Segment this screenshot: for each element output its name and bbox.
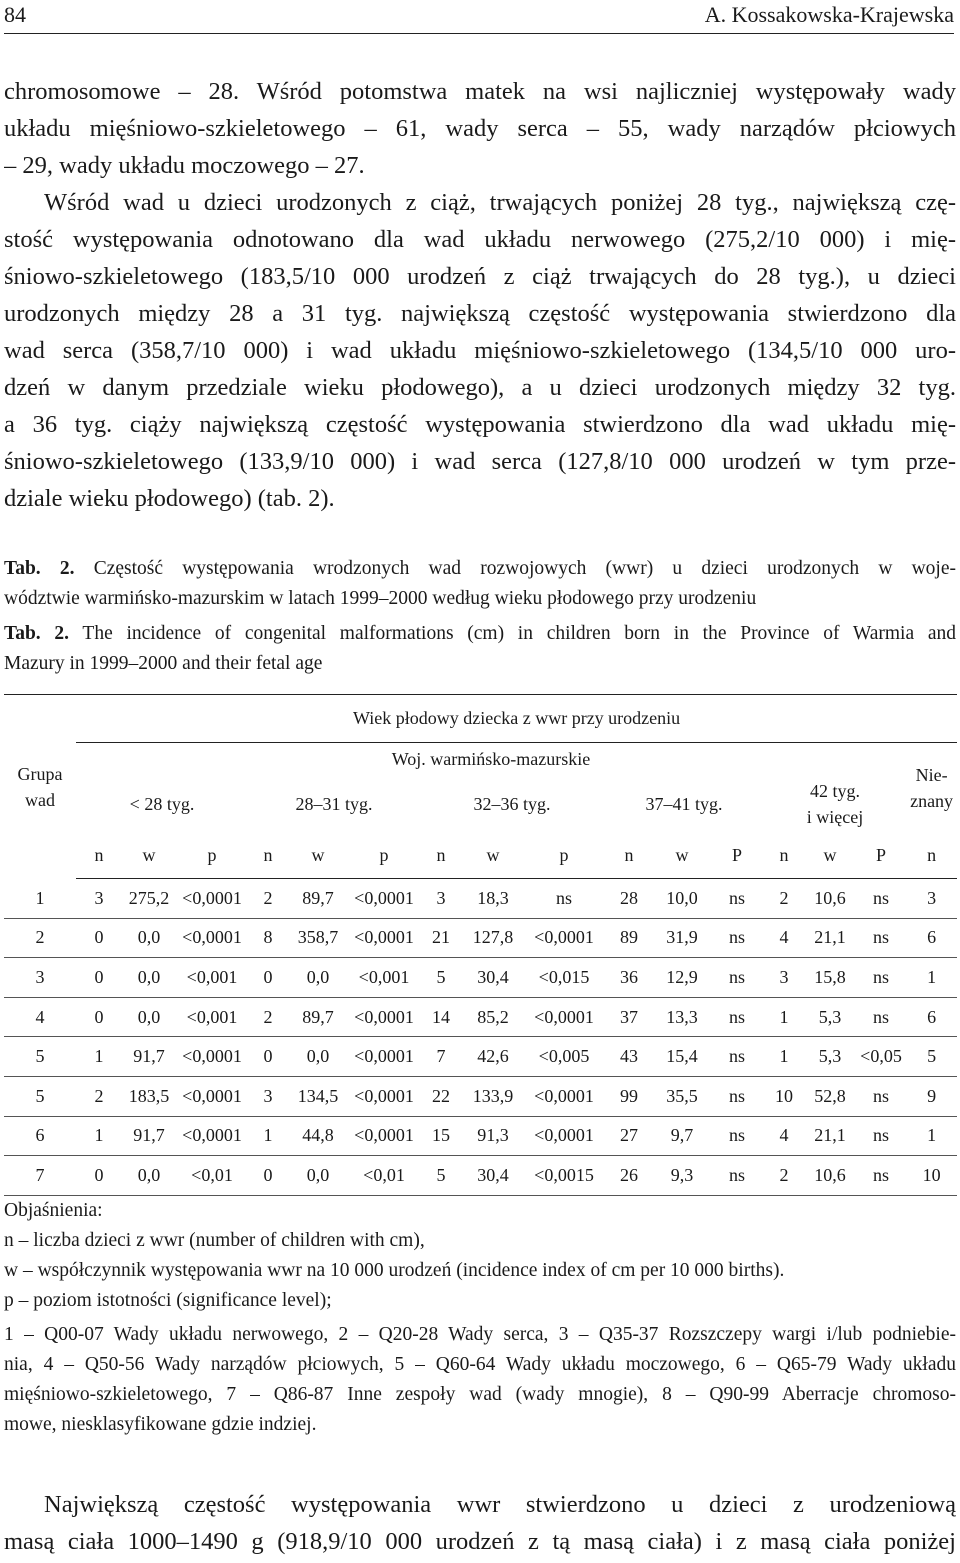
table-row (4, 958, 957, 998)
table-cell: <0,0001 (348, 997, 420, 1037)
row-group-cell: 5 (4, 1037, 76, 1077)
note-groups-line: nia, 4 – Q50-56 Wady narządów płciowych, 5 – Q60-64 Wady układu moczowego, 6 – Q65-79 Wady układu (4, 1354, 956, 1375)
table-cell: ns (710, 1156, 764, 1196)
table-cell: 30,4 (462, 1156, 524, 1196)
table-cell: 2 (764, 879, 804, 919)
table-cell: 9,3 (654, 1156, 710, 1196)
table-cell: 0 (76, 997, 122, 1037)
table-cell: <0,05 (856, 1037, 906, 1077)
row-group-cell: 1 (4, 879, 76, 919)
unknown-header-line: znany (910, 790, 954, 811)
table-cell: 4 (764, 918, 804, 958)
table-cell: 15,4 (654, 1037, 710, 1077)
table-cell: 9 (906, 1076, 957, 1116)
table-cell: ns (856, 1076, 906, 1116)
group-header-label: Grupa wad (17, 763, 63, 810)
table-cell: 3 (76, 879, 122, 919)
table-cell: 26 (604, 1156, 654, 1196)
table-cell: 1 (248, 1116, 288, 1156)
table-caption-pl (4, 554, 956, 614)
note-groups-line: mowe, niesklasyfikowane gdzie indziej. (4, 1414, 317, 1435)
table-cell: ns (856, 1156, 906, 1196)
table-cell: 6 (906, 918, 957, 958)
table-cell: 21 (420, 918, 462, 958)
table-cell: 9,7 (654, 1116, 710, 1156)
table-cell: 44,8 (288, 1116, 348, 1156)
table-cell: 0,0 (122, 1156, 176, 1196)
table-cell: 3 (906, 879, 957, 919)
age-group-header (764, 776, 906, 832)
table-cell: 27 (604, 1116, 654, 1156)
table-cell: 0 (76, 918, 122, 958)
column-subheader: p (524, 832, 604, 879)
table-row (4, 1116, 957, 1156)
table-cell: 3 (420, 879, 462, 919)
table-cell: 31,9 (654, 918, 710, 958)
text-line: masą ciała 1000–1490 g (918,9/10 000 urodzeń z tą masą ciała) i z masą ciała poniżej (4, 1528, 956, 1555)
row-group-cell: 6 (4, 1116, 76, 1156)
table-cell: 275,2 (122, 879, 176, 919)
table-row (4, 879, 957, 919)
table-cell: 13,3 (654, 997, 710, 1037)
table-cell: <0,0001 (524, 1076, 604, 1116)
age-group-header: < 28 tyg. (129, 793, 195, 814)
table-cell: <0,015 (524, 958, 604, 998)
table-cell: <0,0001 (524, 997, 604, 1037)
table-cell: 0,0 (288, 1156, 348, 1196)
age-group-header: 32–36 tyg. (473, 793, 551, 814)
table-cell: 85,2 (462, 997, 524, 1037)
page-number: 84 (4, 2, 26, 27)
table-cell: <0,0001 (176, 918, 248, 958)
table-row (4, 1076, 957, 1116)
column-subheader: w (122, 832, 176, 879)
table-cell: 0,0 (122, 997, 176, 1037)
table-cell: 5,3 (804, 1037, 856, 1077)
table-cell: 5 (906, 1037, 957, 1077)
table-cell: 1 (906, 958, 957, 998)
table-cell: ns (856, 997, 906, 1037)
table-cell: 8 (248, 918, 288, 958)
caption-label: Tab. 2. (4, 623, 70, 644)
header-rule (4, 33, 954, 34)
table-cell: 91,7 (122, 1037, 176, 1077)
fetal-age-header: Wiek płodowy dziecka z wwr przy urodzeniu (76, 695, 957, 743)
table-cell: 1 (76, 1037, 122, 1077)
table-cell: ns (710, 1037, 764, 1077)
table-row (4, 1037, 957, 1077)
table-cell: 0 (248, 958, 288, 998)
table-cell: <0,0015 (524, 1156, 604, 1196)
table-cell: 21,1 (804, 918, 856, 958)
group-header (4, 695, 76, 879)
column-subheader: n (604, 832, 654, 879)
table-cell: 10 (764, 1076, 804, 1116)
table-cell: <0,0001 (348, 1116, 420, 1156)
table-cell: <0,0001 (176, 1116, 248, 1156)
text-line: urodzonych między 28 a 31 tyg. największą częstość występowania stwierdzono dla (4, 300, 956, 327)
caption-text: wództwie warmińsko-mazurskim w latach 1999–2000 według wieku płodowego przy urodzeniu (4, 588, 757, 609)
table-cell: 0 (76, 1156, 122, 1196)
table-cell: ns (524, 879, 604, 919)
table-cell: 3 (248, 1076, 288, 1116)
table-cell: <0,0001 (348, 918, 420, 958)
table-cell: <0,01 (176, 1156, 248, 1196)
table-cell: 2 (248, 997, 288, 1037)
table-cell: 1 (76, 1116, 122, 1156)
table-cell: 1 (906, 1116, 957, 1156)
table-cell: ns (856, 918, 906, 958)
table-cell: ns (710, 1076, 764, 1116)
table-cell: 0 (248, 1037, 288, 1077)
notes-title: Objaśnienia: (4, 1200, 103, 1221)
table-cell: 3 (764, 958, 804, 998)
note-groups-line: mięśniowo-szkieletowego, 7 – Q86-87 Inne zespoły wad (wady mnogie), 8 – Q90-99 Aberracje chromoso- (4, 1384, 956, 1405)
column-subheader: n (248, 832, 288, 879)
table-cell: 10 (906, 1156, 957, 1196)
table-cell: 89,7 (288, 997, 348, 1037)
table-cell: 10,0 (654, 879, 710, 919)
column-subheader: n (764, 832, 804, 879)
table-cell: 15 (420, 1116, 462, 1156)
table-cell: <0,0001 (176, 1037, 248, 1077)
column-subheader: w (804, 832, 856, 879)
table-cell: 91,7 (122, 1116, 176, 1156)
text-line: śniowo-szkieletowego (183,5/10 000 urodzeń z ciąż trwających do 28 tyg.), u dzieci (4, 263, 956, 290)
table-cell: <0,001 (176, 958, 248, 998)
note-w: w – współczynnik występowania wwr na 10 000 urodzeń (incidence index of cm per 10 000 births). (4, 1260, 785, 1281)
table-cell: 99 (604, 1076, 654, 1116)
row-group-cell: 5 (4, 1076, 76, 1116)
row-group-cell: 2 (4, 918, 76, 958)
age-group-header: 37–41 tyg. (645, 793, 723, 814)
table-cell: ns (856, 879, 906, 919)
table-notes (4, 1196, 956, 1440)
table-cell: 0 (76, 958, 122, 998)
text-line: śniowo-szkieletowego (133,9/10 000) i wad serca (127,8/10 000 urodzeń w tym prze- (4, 448, 956, 475)
text-line: a 36 tyg. ciąży największą częstość występowania stwierdzono dla wad układu mię- (4, 411, 956, 438)
table-cell: <0,0001 (348, 879, 420, 919)
table-cell: 52,8 (804, 1076, 856, 1116)
unknown-header (906, 743, 957, 833)
table-cell: 0,0 (288, 1037, 348, 1077)
table-cell: <0,005 (524, 1037, 604, 1077)
column-subheader: w (288, 832, 348, 879)
table-cell: 4 (764, 1116, 804, 1156)
table-cell: <0,0001 (524, 918, 604, 958)
table-row (4, 997, 957, 1037)
text-line: Największą częstość występowania wwr stwierdzono u dzieci z urodzeniową (44, 1491, 956, 1518)
column-subheader: P (710, 832, 764, 879)
table-cell: 6 (906, 997, 957, 1037)
table-cell: 5 (420, 1156, 462, 1196)
table-cell: <0,01 (348, 1156, 420, 1196)
table-cell: 2 (764, 1156, 804, 1196)
table-cell: 30,4 (462, 958, 524, 998)
table-caption-en (4, 619, 956, 679)
table-cell: 0 (248, 1156, 288, 1196)
row-group-cell: 3 (4, 958, 76, 998)
unknown-header-line: Nie- (915, 764, 948, 785)
table-cell: 89 (604, 918, 654, 958)
table-cell: <0,0001 (524, 1116, 604, 1156)
table-cell: 89,7 (288, 879, 348, 919)
text-line: stość występowania odnotowano dla wad układu nerwowego (275,2/10 000) i mię- (4, 226, 956, 253)
table-cell: 28 (604, 879, 654, 919)
caption-text: Mazury in 1999–2000 and their fetal age (4, 653, 323, 674)
column-subheader: p (348, 832, 420, 879)
column-subheader: n (906, 832, 957, 879)
note-groups-line: 1 – Q00-07 Wady układu nerwowego, 2 – Q20-28 Wady serca, 3 – Q35-37 Rozszczepy wargi i/lub podniebie- (4, 1324, 956, 1345)
table-cell: 15,8 (804, 958, 856, 998)
table-cell: 7 (420, 1037, 462, 1077)
table-cell: 14 (420, 997, 462, 1037)
table-cell: <0,001 (348, 958, 420, 998)
table-cell: 36 (604, 958, 654, 998)
row-group-cell: 4 (4, 997, 76, 1037)
caption-text: Częstość występowania wrodzonych wad rozwojowych (wwr) u dzieci urodzonych w woje- (74, 558, 956, 579)
note-n: n – liczba dzieci z wwr (number of children with cm), (4, 1230, 425, 1251)
table-cell: ns (710, 997, 764, 1037)
table-cell: 358,7 (288, 918, 348, 958)
body-paragraph-2 (4, 1486, 956, 1560)
text-line: dzeń w danym przedziale wieku płodowego), a u dzieci urodzonych między 32 tyg. (4, 374, 956, 401)
region-header: Woj. warmińsko-mazurskie (391, 749, 591, 769)
row-group-cell: 7 (4, 1156, 76, 1196)
table-cell: <0,0001 (348, 1076, 420, 1116)
table-cell: 12,9 (654, 958, 710, 998)
text-line: chromosomowe – 28. Wśród potomstwa matek na wsi najliczniej występowały wady (4, 78, 956, 105)
table-cell: 1 (764, 1037, 804, 1077)
table-cell: 37 (604, 997, 654, 1037)
caption-label: Tab. 2. (4, 558, 75, 579)
text-line: – 29, wady układu moczowego – 27. (4, 152, 365, 179)
table-cell: 5 (420, 958, 462, 998)
running-author: A. Kossakowska-Krajewska (704, 2, 954, 27)
table-cell: 18,3 (462, 879, 524, 919)
table-cell: 91,3 (462, 1116, 524, 1156)
table-row (4, 918, 957, 958)
column-subheader: p (176, 832, 248, 879)
table-cell: 133,9 (462, 1076, 524, 1116)
column-subheader: n (420, 832, 462, 879)
age-group-header: 28–31 tyg. (295, 793, 373, 814)
table-cell: <0,0001 (176, 879, 248, 919)
text-line: dziale wieku płodowego) (tab. 2). (4, 485, 335, 512)
table-cell: <0,0001 (348, 1037, 420, 1077)
table-cell: 2 (76, 1076, 122, 1116)
table-cell: 42,6 (462, 1037, 524, 1077)
table-cell: ns (856, 1116, 906, 1156)
text-line: Wśród wad u dzieci urodzonych z ciąż, trwających poniżej 28 tyg., największą czę- (44, 189, 956, 216)
age-group-line: 42 tyg. (809, 781, 860, 801)
table-cell: 127,8 (462, 918, 524, 958)
table-cell: 0,0 (288, 958, 348, 998)
table-cell: 0,0 (122, 958, 176, 998)
table-cell: ns (710, 879, 764, 919)
column-subheader: w (462, 832, 524, 879)
column-subheader: n (76, 832, 122, 879)
column-subheader: w (654, 832, 710, 879)
table-cell: 1 (764, 997, 804, 1037)
table-cell: 0,0 (122, 918, 176, 958)
table-cell: 10,6 (804, 1156, 856, 1196)
table-cell: ns (856, 958, 906, 998)
table-row (4, 1156, 957, 1196)
caption-text: The incidence of congenital malformations (cm) in children born in the Province of Warmia and (69, 623, 956, 644)
table-cell: 10,6 (804, 879, 856, 919)
table-cell: 35,5 (654, 1076, 710, 1116)
data-table (4, 694, 957, 1196)
table-cell: ns (710, 1116, 764, 1156)
age-group-line: i więcej (806, 807, 864, 827)
text-line: układu mięśniowo-szkieletowego – 61, wady serca – 55, wady narządów płciowych (4, 115, 956, 142)
table-cell: 21,1 (804, 1116, 856, 1156)
column-subheader: P (856, 832, 906, 879)
body-paragraph-1 (4, 73, 956, 517)
table-cell: 5,3 (804, 997, 856, 1037)
running-header (4, 2, 954, 34)
table-cell: 2 (248, 879, 288, 919)
table-cell: <0,0001 (176, 1076, 248, 1116)
table-cell: 183,5 (122, 1076, 176, 1116)
table-cell: 22 (420, 1076, 462, 1116)
table-cell: <0,001 (176, 997, 248, 1037)
table-cell: ns (710, 918, 764, 958)
note-p: p – poziom istotności (significance level); (4, 1290, 332, 1311)
text-line: wad serca (358,7/10 000) i wad układu mięśniowo-szkieletowego (134,5/10 000 uro- (4, 337, 956, 364)
table-cell: ns (710, 958, 764, 998)
table-cell: 134,5 (288, 1076, 348, 1116)
table-cell: 43 (604, 1037, 654, 1077)
